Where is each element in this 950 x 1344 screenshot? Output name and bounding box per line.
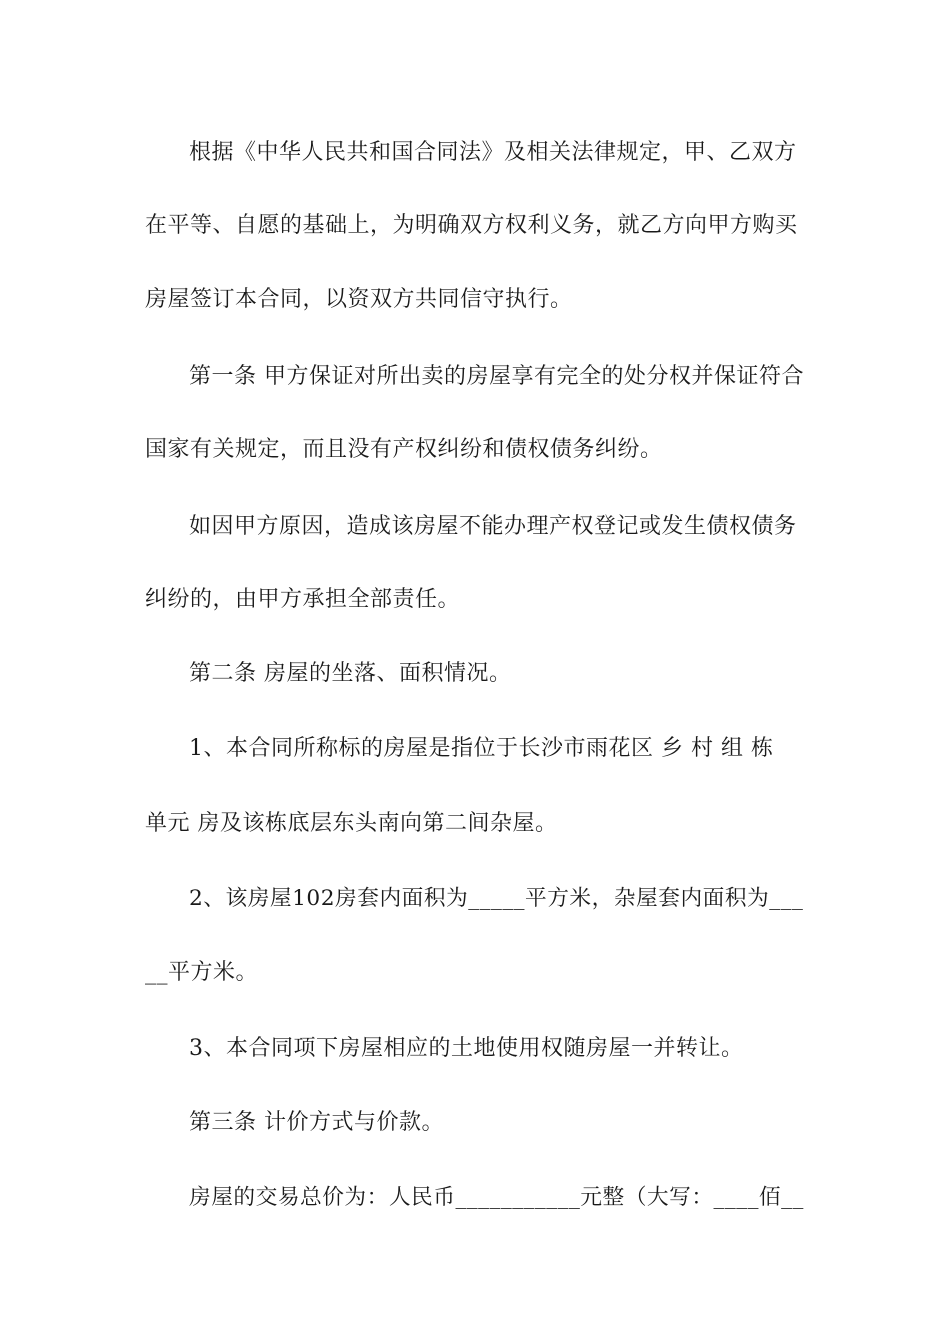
text-line: 单元 房及该栋底层东头南向第二间杂屋。 [145, 811, 558, 836]
text-line: 如因甲方原因，造成该房屋不能办理产权登记或发生债权债务 [189, 514, 797, 539]
text-line: 第一条 甲方保证对所出卖的房屋享有完全的处分权并保证符合 [189, 364, 804, 389]
text-line: 第二条 房屋的坐落、面积情况。 [189, 661, 512, 686]
text-line: 3、本合同项下房屋相应的土地使用权随房屋一并转让。 [189, 1036, 744, 1061]
text-line: 在平等、自愿的基础上，为明确双方权利义务，就乙方向甲方购买 [145, 213, 798, 238]
text-line: 1、本合同所称标的房屋是指位于长沙市雨花区 乡 村 组 栋 [189, 736, 774, 761]
text-line: 国家有关规定，而且没有产权纠纷和债权债务纠纷。 [145, 437, 663, 462]
text-line: __平方米。 [145, 960, 259, 985]
text-line: 根据《中华人民共和国合同法》及相关法律规定，甲、乙双方 [189, 140, 797, 165]
text-line: 纠纷的，由甲方承担全部责任。 [145, 587, 461, 612]
text-line: 第三条 计价方式与价款。 [189, 1110, 444, 1135]
text-line: 房屋签订本合同，以资双方共同信守执行。 [145, 287, 573, 312]
text-line: 2、该房屋102房套内面积为_____平方米，杂屋套内面积为___ [189, 886, 804, 911]
text-line: 房屋的交易总价为：人民币___________元整（大写：____佰__ [189, 1185, 804, 1210]
